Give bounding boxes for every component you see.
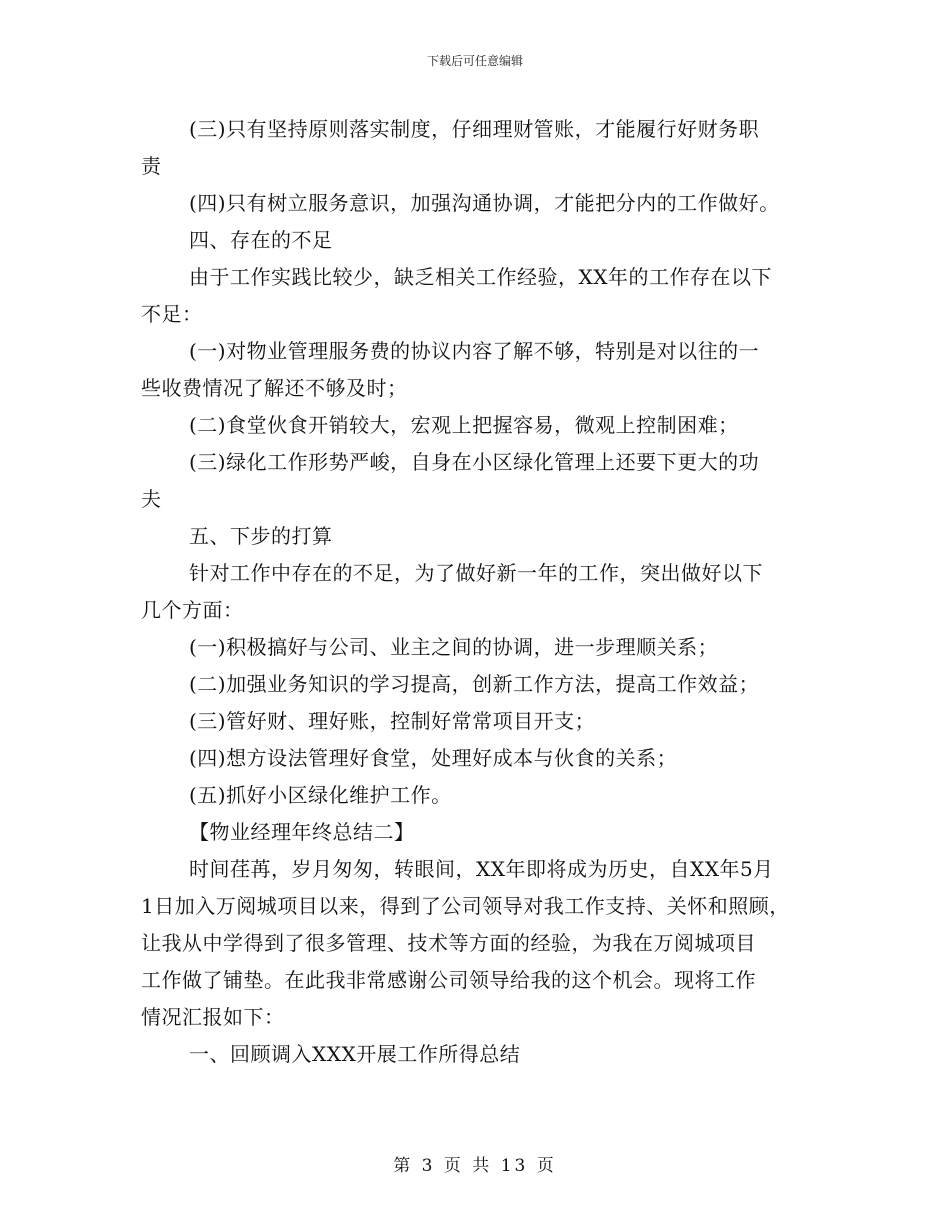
paragraph-line: 1日加入万阅城项目以来，得到了公司领导对我工作支持、关怀和照顾， [141, 894, 790, 918]
paragraph-line: (五)抓好小区绿化维护工作。 [189, 783, 452, 807]
paragraph-line: 让我从中学得到了很多管理、技术等方面的经验，为我在万阅城项目 [141, 931, 756, 955]
section-title: 【物业经理年终总结二】 [189, 820, 415, 844]
page-footer: 第 3 页 共 13 页 [393, 1156, 557, 1176]
paragraph-line: 工作做了铺垫。在此我非常感谢公司领导给我的这个机会。现将工作 [141, 968, 756, 992]
paragraph-line: (一)积极搞好与公司、业主之间的协调，进一步理顺关系； [189, 635, 719, 659]
paragraph-line: 几个方面： [141, 598, 244, 622]
paragraph-line: (三)绿化工作形势严峻，自身在小区绿化管理上还要下更大的功 [189, 450, 760, 474]
section-heading: 四、存在的不足 [189, 228, 333, 252]
paragraph-line: 夫 [141, 487, 162, 511]
paragraph-line: 针对工作中存在的不足，为了做好新一年的工作，突出做好以下 [189, 561, 763, 585]
paragraph-line: (二)加强业务知识的学习提高，创新工作方法，提高工作效益； [189, 672, 760, 696]
paragraph-line: (三)管好财、理好账，控制好常常项目开支； [189, 709, 596, 733]
section-heading: 一、回顾调入XXX开展工作所得总结 [189, 1042, 521, 1066]
paragraph-line: 不足： [141, 302, 203, 326]
paragraph-line: (二)食堂伙食开销较大，宏观上把握容易，微观上控制困难； [189, 413, 739, 437]
page-header: 下载后可任意编辑 [426, 54, 523, 68]
paragraph-line: (一)对物业管理服务费的协议内容了解不够，特别是对以往的一 [189, 339, 760, 363]
paragraph-line: (四)想方设法管理好食堂，处理好成本与伙食的关系； [189, 746, 678, 770]
section-heading: 五、下步的打算 [189, 524, 333, 548]
paragraph-line: (四)只有树立服务意识，加强沟通协调，才能把分内的工作做好。 [189, 191, 780, 215]
paragraph-line: 责 [141, 154, 162, 178]
paragraph-line: 情况汇报如下： [141, 1005, 285, 1029]
paragraph-line: (三)只有坚持原则落实制度，仔细理财管账，才能履行好财务职 [189, 117, 760, 141]
paragraph-line: 些收费情况了解还不够及时； [141, 376, 408, 400]
paragraph-line: 由于工作实践比较少，缺乏相关工作经验，XX年的工作存在以下 [189, 265, 772, 289]
document-body [141, 111, 831, 1073]
paragraph-line: 时间荏苒，岁月匆匆，转眼间，XX年即将成为历史，自XX年5月 [189, 857, 774, 881]
